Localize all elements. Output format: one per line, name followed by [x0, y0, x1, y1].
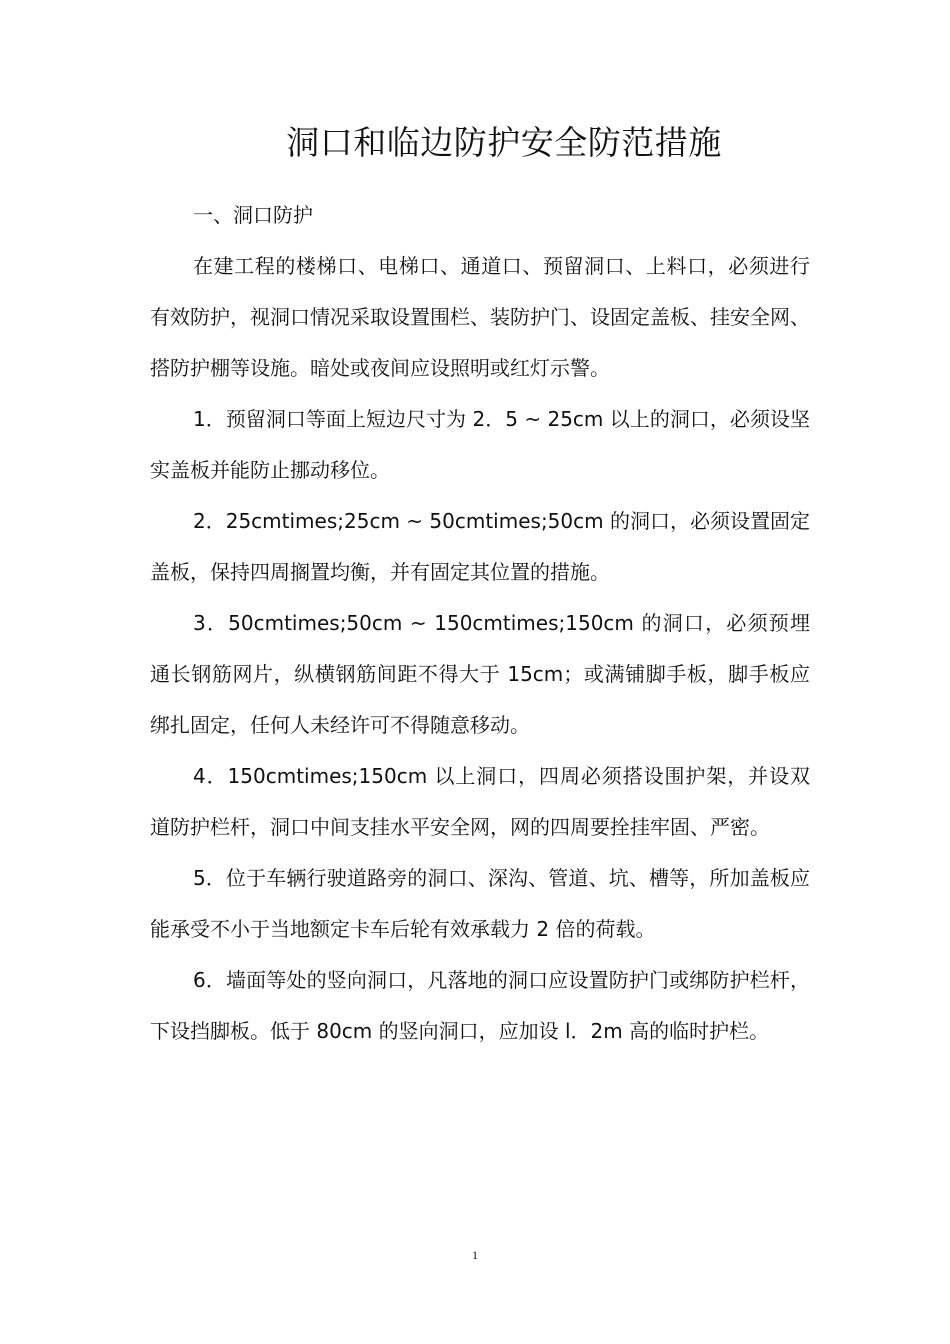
paragraph-item-4: 4．150cmtimes;150cm 以上洞口，四周必须搭设围护架，并设双道防护栏杆，洞口中间支挂水平安全网，网的四周要拴挂牢固、严密。 — [150, 764, 810, 839]
paragraph-item-5: 5．位于车辆行驶道路旁的洞口、深沟、管道、坑、槽等，所加盖板应能承受不小于当地额定卡车后轮有效承载力 2 倍的荷载。 — [150, 866, 810, 941]
section-heading: 一、洞口防护 — [193, 203, 313, 227]
paragraph-item-3: 3．50cmtimes;50cm ~ 150cmtimes;150cm 的洞口，必须预埋通长钢筋网片，纵横钢筋间距不得大于 15cm；或满铺脚手板，脚手板应绑扎固定，任何人未经许可不得随意移动。 — [150, 611, 810, 737]
paragraph-item-1: 1．预留洞口等面上短边尺寸为 2．5 ~ 25cm 以上的洞口，必须设坚实盖板并能防止挪动移位。 — [150, 407, 810, 482]
paragraph-intro: 在建工程的楼梯口、电梯口、通道口、预留洞口、上料口，必须进行有效防护，视洞口情况采取设置围栏、装防护门、设固定盖板、挂安全网、搭防护棚等设施。暗处或夜间应设照明或红灯示警。 — [150, 254, 810, 380]
document-title: 洞口和临边防护安全防范措施 — [286, 123, 722, 162]
paragraph-item-6: 6．墙面等处的竖向洞口，凡落地的洞口应设置防护门或绑防护栏杆，下设挡脚板。低于 80cm 的竖向洞口，应加设 l．2m 高的临时护栏。 — [150, 968, 810, 1043]
page-number: 1 — [472, 1248, 478, 1262]
document-body — [150, 190, 810, 1057]
paragraph-item-2: 2．25cmtimes;25cm ~ 50cmtimes;50cm 的洞口，必须设置固定盖板，保持四周搁置均衡，并有固定其位置的措施。 — [150, 509, 810, 584]
